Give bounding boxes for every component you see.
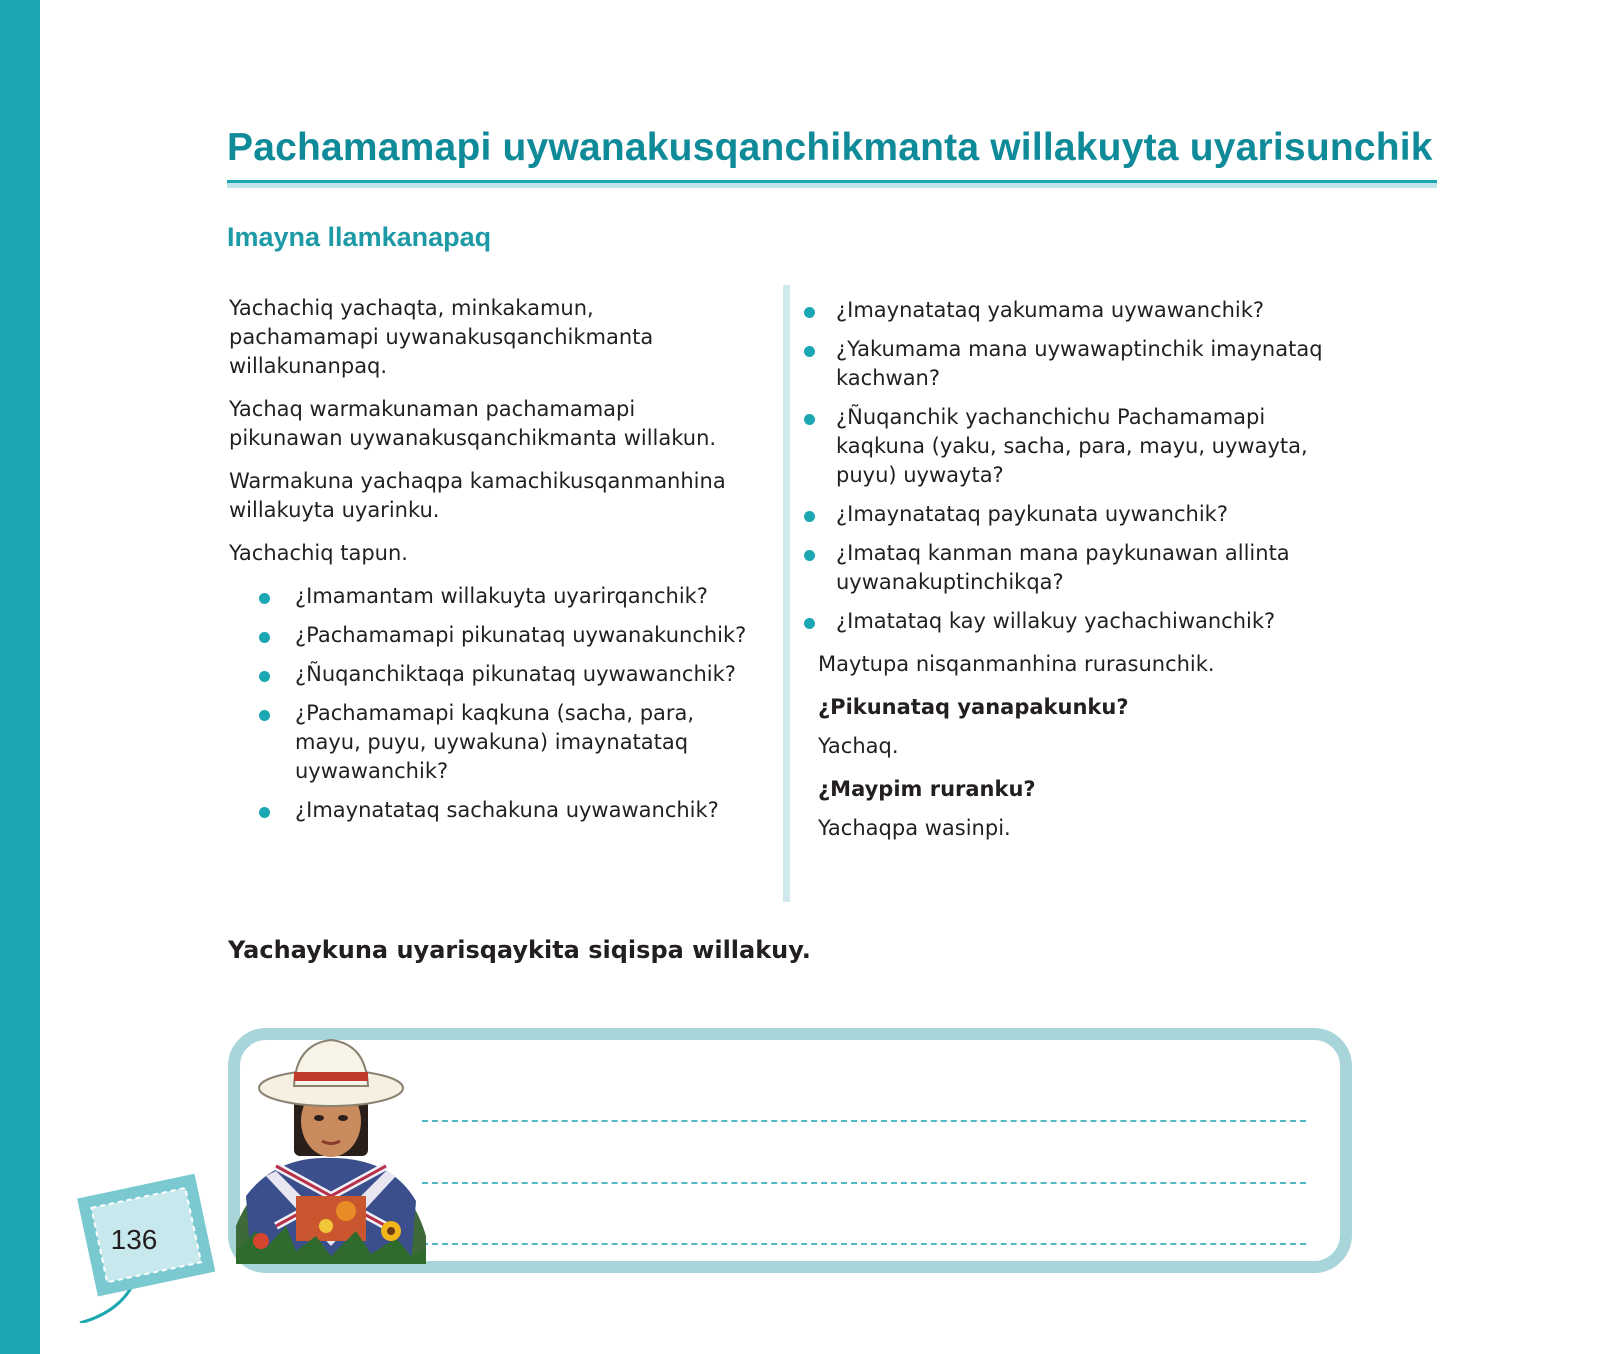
- question-who: ¿Pikunataq yanapakunku?: [818, 695, 1129, 719]
- question-text: ¿Ñuqanchik yachanchichu Pachamamapi kaqkuna (yaku, sacha, para, mayu, uywayta, puyu) uywayta?: [836, 405, 1308, 487]
- bullet-icon: [804, 346, 815, 357]
- list-item: [229, 582, 749, 611]
- left-column: [229, 294, 749, 839]
- question-where: ¿Maypim ruranku?: [818, 777, 1036, 801]
- bullet-icon: [259, 807, 270, 818]
- paragraph: Warmakuna yachaqpa kamachikusqanmanhina willakuyta uyarinku.: [229, 469, 726, 522]
- question-text: ¿Pachamamapi pikunataq uywanakunchik?: [295, 623, 747, 647]
- instruction-text: Yachaykuna uyarisqaykita siqispa willakuy.: [228, 936, 811, 964]
- answer-where: Yachaqpa wasinpi.: [818, 816, 1011, 840]
- question-text: ¿Yakumama mana uywawaptinchik imaynataq kachwan?: [836, 337, 1323, 390]
- girl-illustration: [236, 1026, 426, 1264]
- bullet-icon: [804, 307, 815, 318]
- section-subtitle: Imayna llamkanapaq: [227, 222, 492, 252]
- list-item: [229, 699, 749, 786]
- list-item: [770, 500, 1356, 529]
- paragraph: Yachachiq yachaqta, minkakamun, pachamamapi uywanakusqanchikmanta willakunanpaq.: [229, 296, 654, 378]
- list-item: [770, 607, 1356, 636]
- answer-who: Yachaq.: [818, 734, 899, 758]
- question-text: ¿Imatataq kay willakuy yachachiwanchik?: [836, 609, 1276, 633]
- answer-line[interactable]: [422, 1243, 1306, 1245]
- list-item: [229, 621, 749, 650]
- list-item: [770, 539, 1356, 597]
- paragraph: Yachachiq tapun.: [229, 541, 408, 565]
- question-text: ¿Imaynatataq yakumama uywawanchik?: [836, 298, 1265, 322]
- right-column: [818, 296, 1356, 857]
- bullet-icon: [804, 414, 815, 425]
- answer-line[interactable]: [422, 1120, 1306, 1122]
- bullet-icon: [259, 671, 270, 682]
- list-item: [229, 660, 749, 689]
- list-item: [229, 796, 749, 825]
- bullet-icon: [804, 618, 815, 629]
- question-text: ¿Imaynatataq paykunata uywanchik?: [836, 502, 1228, 526]
- question-list: [229, 582, 749, 825]
- list-item: [770, 296, 1356, 325]
- bullet-icon: [259, 710, 270, 721]
- question-text: ¿Imamantam willakuyta uyarirqanchik?: [295, 584, 708, 608]
- bullet-icon: [259, 632, 270, 643]
- page-number: 136: [110, 1224, 158, 1255]
- question-text: ¿Imataq kanman mana paykunawan allinta uywanakuptinchikqa?: [836, 541, 1290, 594]
- answer-line[interactable]: [422, 1182, 1306, 1184]
- page-title: Pachamamapi uywanakusqanchikmanta willakuyta uyarisunchik: [227, 126, 1433, 169]
- bullet-icon: [804, 511, 815, 522]
- side-color-bar: [0, 0, 40, 1354]
- question-list: [770, 296, 1356, 636]
- question-text: ¿Imaynatataq sachakuna uywawanchik?: [295, 798, 719, 822]
- paragraph: Yachaq warmakunaman pachamamapi pikunawan uywanakusqanchikmanta willakun.: [229, 397, 717, 450]
- list-item: [770, 335, 1356, 393]
- closing-text: Maytupa nisqanmanhina rurasunchik.: [818, 652, 1215, 676]
- question-text: ¿Ñuqanchiktaqa pikunataq uywawanchik?: [295, 662, 736, 686]
- bullet-icon: [804, 550, 815, 561]
- title-underline: [227, 180, 1437, 188]
- question-text: ¿Pachamamapi kaqkuna (sacha, para, mayu, puyu, uywakuna) imaynatataq uywawanchik?: [295, 701, 695, 783]
- list-item: [770, 403, 1356, 490]
- bullet-icon: [259, 593, 270, 604]
